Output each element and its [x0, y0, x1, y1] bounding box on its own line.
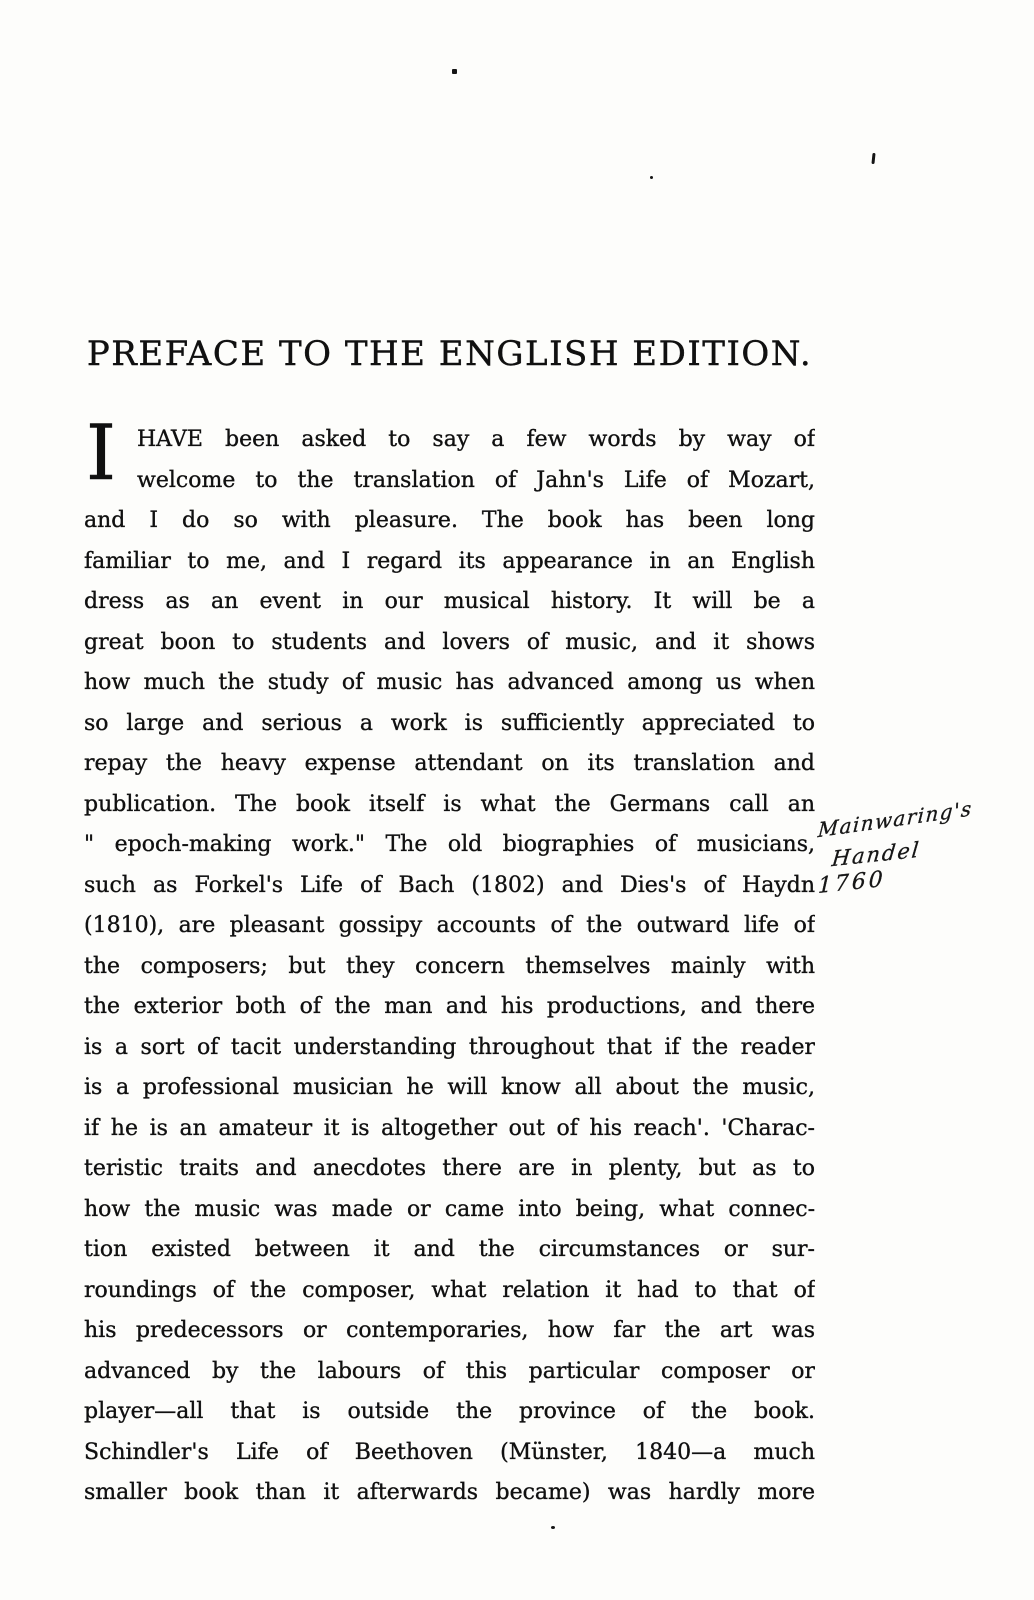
text-line: how much the study of music has advanced among us when	[84, 670, 815, 695]
text-line: if he is an amateur it is altogether out of his reach'. 'Charac-	[84, 1115, 815, 1141]
text-line: publication. The book itself is what the Germans call an	[84, 791, 815, 817]
text-line: his predecessors or contemporaries, how far the art was	[84, 1318, 815, 1343]
text-line: how the music was made or came into being, what connec-	[84, 1196, 815, 1222]
handwritten-margin-note	[817, 796, 1028, 900]
page-title: PREFACE TO THE ENGLISH EDITION.	[86, 334, 813, 374]
ink-speck	[650, 176, 653, 179]
text-line: and I do so with pleasure. The book has been long	[84, 508, 815, 533]
text-line: welcome to the translation of Jahn's Life of Mozart,	[137, 467, 815, 493]
text-line: " epoch-making work." The old biographies of musicians,	[84, 832, 815, 857]
text-line: (1810), are pleasant gossipy accounts of the outward life of	[84, 913, 815, 938]
preface-body-text	[84, 420, 815, 1514]
text-line: tion existed between it and the circumstances or sur-	[84, 1237, 815, 1262]
text-line: the composers; but they concern themselves mainly with	[84, 953, 815, 979]
text-line: smaller book than it afterwards became) was hardly more	[84, 1480, 815, 1505]
margin-note-line: Mainwaring's	[817, 796, 974, 843]
text-line: roundings of the composer, what relation it had to that of	[84, 1277, 815, 1303]
text-line: advanced by the labours of this particular composer or	[84, 1358, 815, 1384]
text-line: such as Forkel's Life of Bach (1802) and Dies's of Haydn	[84, 872, 815, 898]
margin-note-line: Handel	[830, 837, 922, 872]
text-line: is a professional musician he will know all about the music,	[84, 1075, 815, 1100]
text-line: Schindler's Life of Beethoven (Münster, 1840—a much	[84, 1439, 815, 1465]
ink-speck	[871, 153, 875, 164]
text-line: HAVE been asked to say a few words by way of	[137, 427, 815, 452]
margin-note-line: 1760	[817, 866, 887, 900]
ink-speck	[452, 69, 457, 74]
text-line: player—all that is outside the province of the book.	[84, 1399, 815, 1424]
text-line: repay the heavy expense attendant on its translation and	[84, 751, 815, 776]
drop-cap: I	[86, 408, 117, 497]
text-line: teristic traits and anecdotes there are in plenty, but as to	[84, 1156, 815, 1181]
ink-speck	[551, 1526, 555, 1529]
text-line: the exterior both of the man and his productions, and there	[84, 994, 815, 1019]
text-line: great boon to students and lovers of music, and it shows	[84, 629, 815, 655]
text-line: familiar to me, and I regard its appearance in an English	[84, 548, 815, 574]
text-line: so large and serious a work is sufficiently appreciated to	[84, 710, 815, 736]
text-line: dress as an event in our musical history. It will be a	[84, 589, 815, 614]
text-line: is a sort of tacit understanding throughout that if the reader	[84, 1034, 815, 1060]
